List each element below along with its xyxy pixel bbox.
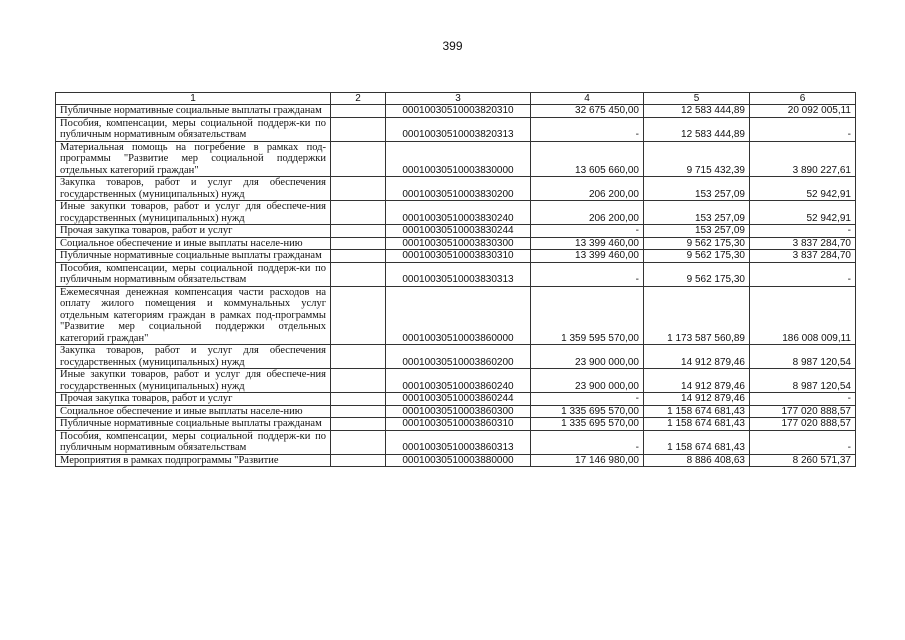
row-col4: 1 335 695 570,00 (531, 405, 644, 418)
row-name: Социальное обеспечение и иные выплаты населе-нию (56, 405, 331, 418)
table-row (56, 430, 856, 454)
row-col4: 13 399 460,00 (531, 250, 644, 263)
table-row (56, 393, 856, 406)
row-col6: 177 020 888,57 (750, 418, 856, 431)
row-code: 00010030510003880000 (386, 454, 531, 467)
row-col2 (331, 405, 386, 418)
column-header-6: 6 (750, 93, 856, 105)
row-col5: 14 912 879,46 (644, 369, 750, 393)
row-col2 (331, 117, 386, 141)
row-code: 00010030510003830310 (386, 250, 531, 263)
row-col5: 9 562 175,30 (644, 262, 750, 286)
row-col6: - (750, 393, 856, 406)
row-code: 00010030510003820310 (386, 105, 531, 118)
row-col2 (331, 454, 386, 467)
row-col6: - (750, 225, 856, 238)
row-col4: 206 200,00 (531, 201, 644, 225)
table-row (56, 286, 856, 345)
row-name: Пособия, компенсации, меры социальной поддерж-ки по публичным нормативным обязательствам (56, 262, 331, 286)
row-col2 (331, 105, 386, 118)
row-col6: 3 890 227,61 (750, 141, 856, 177)
row-col4: - (531, 393, 644, 406)
row-col5: 9 562 175,30 (644, 237, 750, 250)
row-col6: 3 837 284,70 (750, 250, 856, 263)
row-col4: 1 359 595 570,00 (531, 286, 644, 345)
row-col4: 32 675 450,00 (531, 105, 644, 118)
row-col5: 14 912 879,46 (644, 393, 750, 406)
table-row (56, 369, 856, 393)
row-col5: 1 158 674 681,43 (644, 430, 750, 454)
row-col4: - (531, 225, 644, 238)
row-code: 00010030510003830313 (386, 262, 531, 286)
row-name: Материальная помощь на погребение в рамках под-программы "Развитие мер социальной поддержки отдельных категорий граждан" (56, 141, 331, 177)
row-code: 00010030510003860200 (386, 345, 531, 369)
row-col5: 1 173 587 560,89 (644, 286, 750, 345)
row-col5: 12 583 444,89 (644, 105, 750, 118)
table-row (56, 177, 856, 201)
row-col4: 23 900 000,00 (531, 369, 644, 393)
row-col4: - (531, 262, 644, 286)
row-col6: 177 020 888,57 (750, 405, 856, 418)
row-col6: - (750, 117, 856, 141)
row-name: Публичные нормативные социальные выплаты гражданам (56, 418, 331, 431)
row-col5: 12 583 444,89 (644, 117, 750, 141)
table-row (56, 225, 856, 238)
row-name: Закупка товаров, работ и услуг для обеспечения государственных (муниципальных) нужд (56, 345, 331, 369)
row-code: 00010030510003860300 (386, 405, 531, 418)
column-header-5: 5 (644, 93, 750, 105)
row-name: Мероприятия в рамках подпрограммы "Развитие (56, 454, 331, 467)
row-col4: 13 399 460,00 (531, 237, 644, 250)
row-col4: 206 200,00 (531, 177, 644, 201)
table-row (56, 405, 856, 418)
row-col2 (331, 177, 386, 201)
row-name: Прочая закупка товаров, работ и услуг (56, 393, 331, 406)
row-col2 (331, 393, 386, 406)
row-col2 (331, 369, 386, 393)
row-col6: 8 260 571,37 (750, 454, 856, 467)
row-col5: 8 886 408,63 (644, 454, 750, 467)
table-row (56, 141, 856, 177)
row-col2 (331, 418, 386, 431)
table-row (56, 454, 856, 467)
table-row (56, 345, 856, 369)
row-code: 00010030510003830200 (386, 177, 531, 201)
row-code: 00010030510003860240 (386, 369, 531, 393)
row-col4: 17 146 980,00 (531, 454, 644, 467)
row-col6: 186 008 009,11 (750, 286, 856, 345)
column-header-1: 1 (56, 93, 331, 105)
column-header-2: 2 (331, 93, 386, 105)
row-name: Закупка товаров, работ и услуг для обеспечения государственных (муниципальных) нужд (56, 177, 331, 201)
budget-table (55, 92, 856, 467)
row-col5: 153 257,09 (644, 201, 750, 225)
row-col2 (331, 286, 386, 345)
row-col5: 14 912 879,46 (644, 345, 750, 369)
row-col6: 8 987 120,54 (750, 345, 856, 369)
row-code: 00010030510003860244 (386, 393, 531, 406)
row-col5: 153 257,09 (644, 177, 750, 201)
row-code: 00010030510003830000 (386, 141, 531, 177)
table-body (56, 105, 856, 467)
row-col6: 52 942,91 (750, 177, 856, 201)
row-col2 (331, 262, 386, 286)
table-row (56, 237, 856, 250)
row-name: Пособия, компенсации, меры социальной поддерж-ки по публичным нормативным обязательствам (56, 430, 331, 454)
table-row (56, 418, 856, 431)
row-col6: 3 837 284,70 (750, 237, 856, 250)
row-col5: 1 158 674 681,43 (644, 418, 750, 431)
row-name: Иные закупки товаров, работ и услуг для обеспече-ния государственных (муниципальных) нужд (56, 369, 331, 393)
row-col4: 1 335 695 570,00 (531, 418, 644, 431)
row-name: Ежемесячная денежная компенсация части расходов на оплату жилого помещения и коммунальных услуг отдельным категориям граждан в рамках под-программы "Развитие мер социальной поддержки отдельных категорий граждан" (56, 286, 331, 345)
row-col6: - (750, 430, 856, 454)
row-col2 (331, 225, 386, 238)
row-code: 00010030510003820313 (386, 117, 531, 141)
row-name: Публичные нормативные социальные выплаты гражданам (56, 105, 331, 118)
header-row (56, 93, 856, 105)
table-row (56, 117, 856, 141)
row-col6: 52 942,91 (750, 201, 856, 225)
row-col6: 8 987 120,54 (750, 369, 856, 393)
row-col2 (331, 141, 386, 177)
row-code: 00010030510003860313 (386, 430, 531, 454)
row-col5: 9 715 432,39 (644, 141, 750, 177)
row-col5: 153 257,09 (644, 225, 750, 238)
row-col5: 1 158 674 681,43 (644, 405, 750, 418)
table-header (56, 93, 856, 105)
column-header-4: 4 (531, 93, 644, 105)
row-code: 00010030510003830300 (386, 237, 531, 250)
row-col4: 13 605 660,00 (531, 141, 644, 177)
table-row (56, 250, 856, 263)
row-name: Иные закупки товаров, работ и услуг для обеспече-ния государственных (муниципальных) нужд (56, 201, 331, 225)
row-col2 (331, 430, 386, 454)
row-code: 00010030510003830240 (386, 201, 531, 225)
row-col2 (331, 345, 386, 369)
row-col2 (331, 250, 386, 263)
row-code: 00010030510003830244 (386, 225, 531, 238)
table-row (56, 262, 856, 286)
table-row (56, 201, 856, 225)
row-col2 (331, 237, 386, 250)
row-code: 00010030510003860000 (386, 286, 531, 345)
row-col4: 23 900 000,00 (531, 345, 644, 369)
row-col4: - (531, 117, 644, 141)
row-name: Публичные нормативные социальные выплаты гражданам (56, 250, 331, 263)
page-number: 399 (442, 39, 463, 53)
row-name: Пособия, компенсации, меры социальной поддерж-ки по публичным нормативным обязательствам (56, 117, 331, 141)
row-name: Социальное обеспечение и иные выплаты населе-нию (56, 237, 331, 250)
table-row (56, 105, 856, 118)
row-col6: 20 092 005,11 (750, 105, 856, 118)
column-header-3: 3 (386, 93, 531, 105)
row-col6: - (750, 262, 856, 286)
row-col5: 9 562 175,30 (644, 250, 750, 263)
row-name: Прочая закупка товаров, работ и услуг (56, 225, 331, 238)
row-col4: - (531, 430, 644, 454)
row-col2 (331, 201, 386, 225)
row-code: 00010030510003860310 (386, 418, 531, 431)
